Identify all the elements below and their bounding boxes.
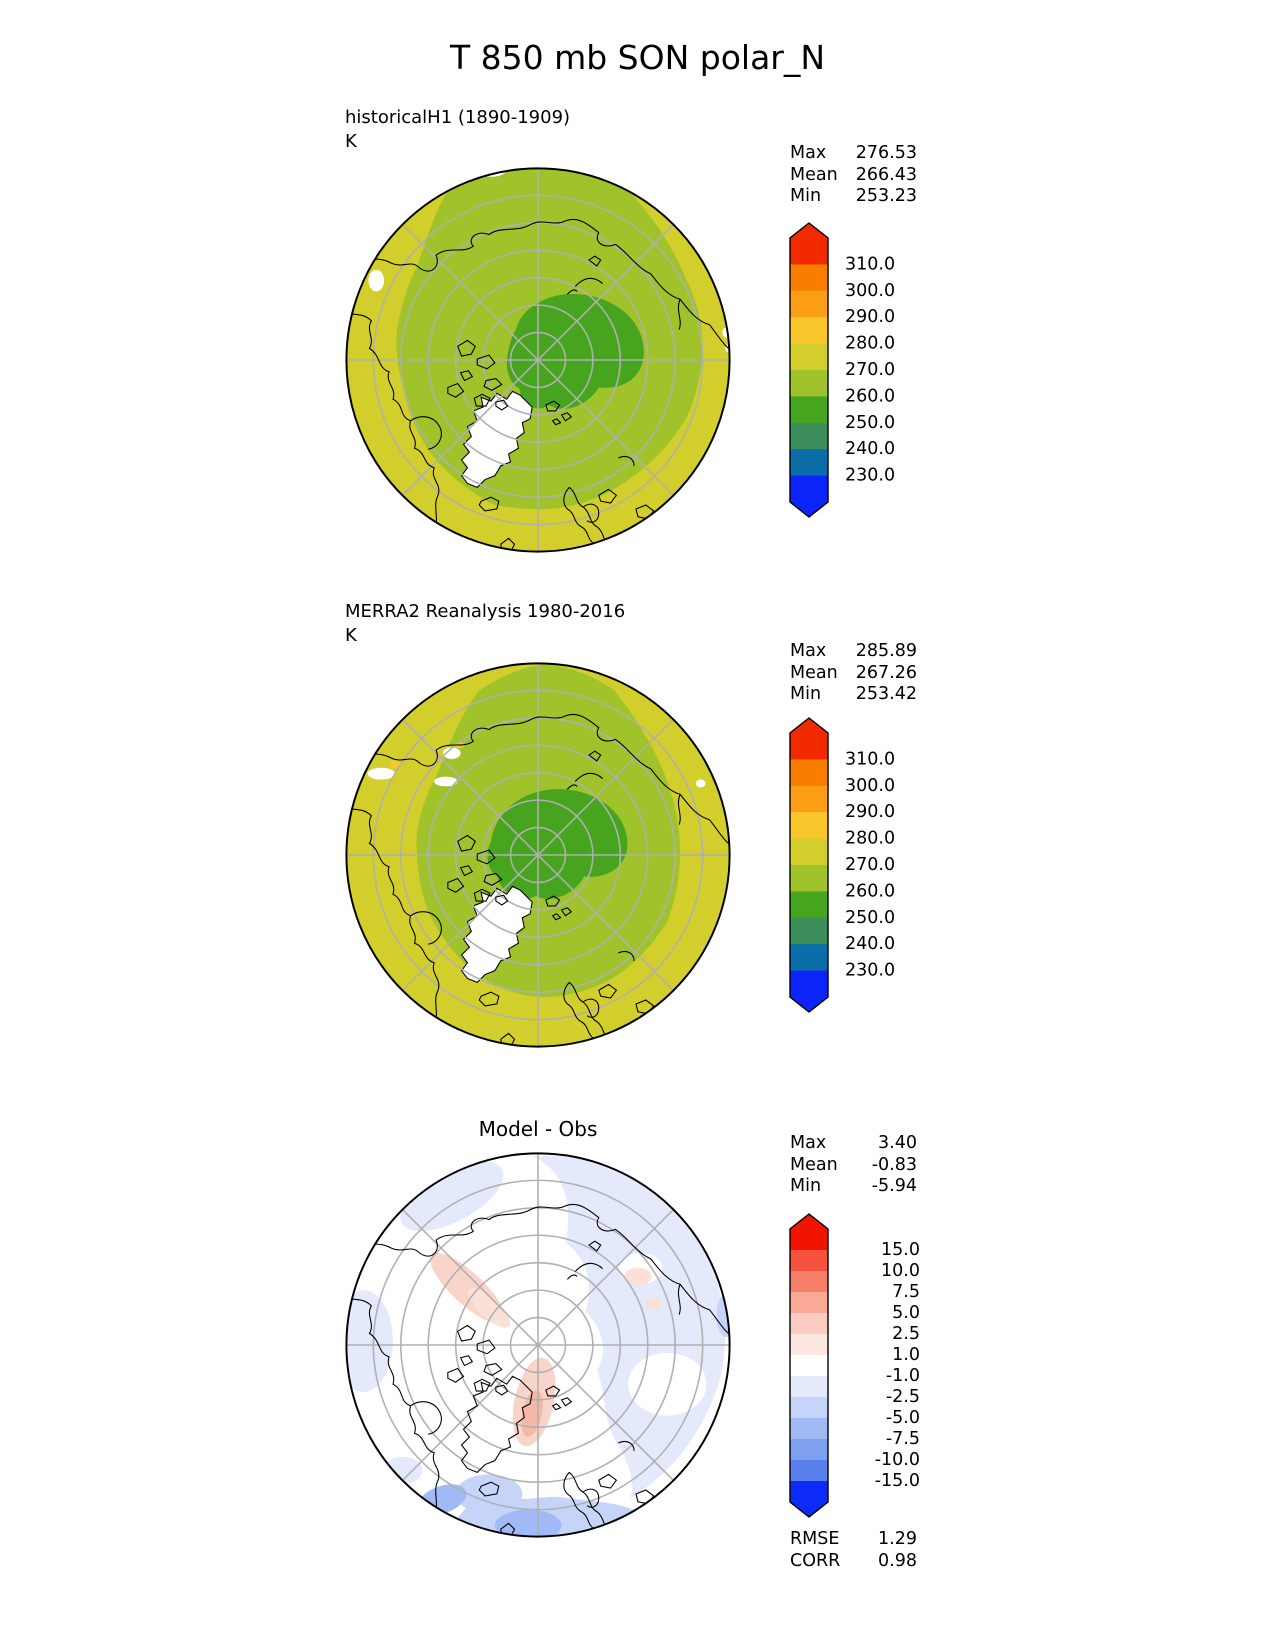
panel1-label: historicalH1 (1890-1909) (345, 107, 571, 128)
svg-text:310.0: 310.0 (845, 749, 896, 770)
svg-text:-2.5: -2.5 (885, 1387, 920, 1407)
svg-text:290.0: 290.0 (845, 307, 896, 328)
stat-label: Mean (790, 662, 838, 683)
missing-data-patch (367, 768, 394, 780)
map-model (342, 164, 734, 556)
svg-text:290.0: 290.0 (845, 802, 896, 823)
svg-text:15.0: 15.0 (881, 1240, 920, 1260)
svg-text:-10.0: -10.0 (874, 1450, 920, 1470)
panel2-label: MERRA2 Reanalysis 1980-2016 (345, 601, 626, 622)
stats-rmse-corr (790, 1529, 917, 1572)
stat-value: 276.53 (855, 143, 917, 163)
graticule (346, 663, 730, 1047)
stat-label: RMSE (790, 1529, 840, 1549)
svg-text:240.0: 240.0 (845, 439, 896, 460)
stat-value: 253.42 (855, 684, 917, 704)
panel1-units: K (345, 131, 357, 152)
stat-label: Max (790, 641, 827, 661)
svg-text:310.0: 310.0 (845, 254, 896, 275)
svg-text:7.5: 7.5 (892, 1282, 920, 1302)
graticule (346, 168, 730, 552)
stat-value: 253.23 (855, 186, 917, 206)
colorbar-model (789, 222, 949, 522)
stat-value: -5.94 (871, 1176, 917, 1196)
svg-text:230.0: 230.0 (845, 960, 896, 981)
svg-text:240.0: 240.0 (845, 934, 896, 955)
colorbar-obs (789, 717, 949, 1017)
stat-label: Mean (790, 1154, 838, 1175)
svg-text:2.5: 2.5 (892, 1324, 920, 1344)
svg-text:260.0: 260.0 (845, 386, 896, 407)
svg-text:10.0: 10.0 (881, 1261, 920, 1281)
svg-text:300.0: 300.0 (845, 775, 896, 796)
stat-value: 266.43 (855, 164, 917, 185)
stat-value: -0.83 (871, 1154, 917, 1175)
stat-value: 1.29 (878, 1529, 917, 1549)
missing-data-patch (368, 270, 384, 292)
svg-text:230.0: 230.0 (845, 465, 896, 486)
panel2-units: K (345, 625, 357, 646)
stats-diff (790, 1133, 917, 1198)
svg-text:5.0: 5.0 (892, 1303, 920, 1323)
stat-value: 0.98 (878, 1550, 917, 1571)
svg-text:250.0: 250.0 (845, 907, 896, 928)
panel3-title: Model - Obs (478, 1117, 598, 1141)
diff-warm-patch (646, 1298, 662, 1310)
stat-value: 285.89 (855, 641, 917, 661)
stats-obs (790, 641, 917, 706)
svg-text:270.0: 270.0 (845, 360, 896, 380)
stat-label: CORR (790, 1550, 841, 1571)
stat-value: 267.26 (855, 662, 917, 683)
missing-data-patch (696, 780, 706, 788)
svg-text:-7.5: -7.5 (885, 1429, 920, 1449)
svg-text:300.0: 300.0 (845, 280, 896, 301)
figure-title: T 850 mb SON polar_N (449, 38, 826, 77)
stat-label: Min (790, 186, 822, 206)
svg-text:250.0: 250.0 (845, 412, 896, 433)
stat-value: 3.40 (878, 1133, 917, 1153)
colorbar-diff (789, 1213, 949, 1522)
stat-label: Max (790, 1133, 827, 1153)
svg-text:260.0: 260.0 (845, 881, 896, 902)
svg-text:280.0: 280.0 (845, 333, 896, 354)
stat-label: Min (790, 1176, 822, 1196)
stat-label: Min (790, 684, 822, 704)
stat-label: Max (790, 143, 827, 163)
svg-text:280.0: 280.0 (845, 828, 896, 849)
map-diff (342, 1149, 734, 1541)
svg-text:270.0: 270.0 (845, 855, 896, 875)
svg-text:-1.0: -1.0 (885, 1366, 920, 1386)
svg-text:-15.0: -15.0 (874, 1471, 920, 1491)
map-obs (342, 659, 734, 1051)
stat-label: Mean (790, 164, 838, 185)
graticule (346, 1153, 730, 1537)
svg-text:1.0: 1.0 (892, 1345, 920, 1365)
stats-model (790, 143, 917, 208)
svg-text:-5.0: -5.0 (885, 1408, 920, 1428)
